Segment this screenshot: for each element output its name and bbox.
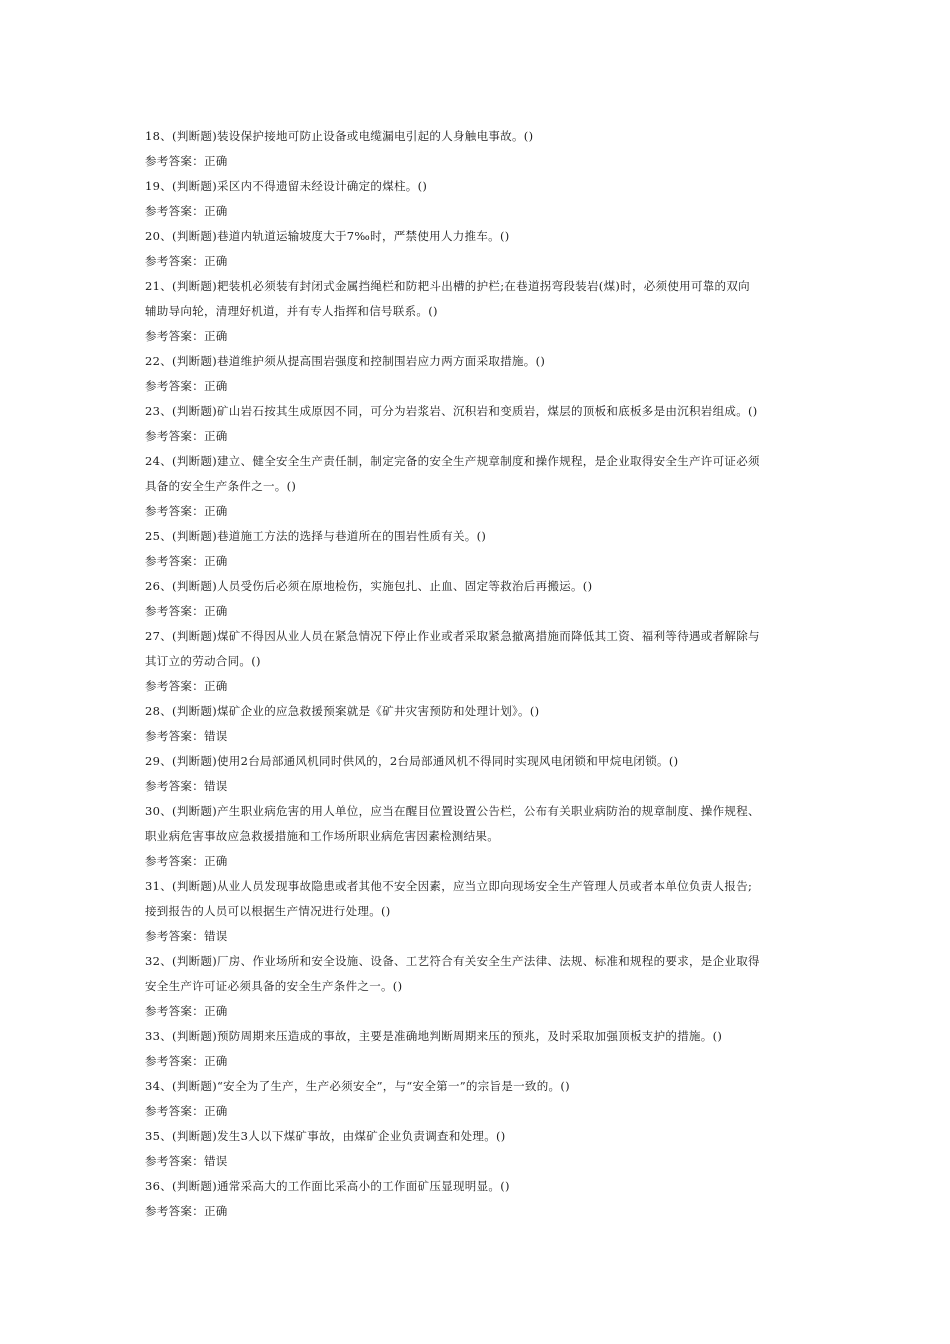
question-item bbox=[145, 124, 810, 174]
answer-line bbox=[145, 199, 810, 224]
question-text-line: 31、(判断题)从业人员发现事故隐患或者其他不安全因素，应当立即向现场安全生产管理人员或者本单位负责人报告; bbox=[145, 879, 753, 893]
question-list bbox=[145, 124, 810, 1224]
question-text-line: 其订立的劳动合同。() bbox=[145, 654, 261, 668]
answer-value: 正确 bbox=[204, 379, 228, 393]
answer-prefix: 参考答案： bbox=[145, 929, 204, 943]
question-item bbox=[145, 749, 810, 799]
answer-value: 正确 bbox=[204, 1004, 228, 1018]
question-item bbox=[145, 1124, 810, 1174]
question-item bbox=[145, 799, 810, 874]
question-text-line: 23、(判断题)矿山岩石按其生成原因不同，可分为岩浆岩、沉积岩和变质岩，煤层的顶板和底板多是由沉积岩组成。() bbox=[145, 404, 758, 418]
answer-line bbox=[145, 674, 810, 699]
answer-prefix: 参考答案： bbox=[145, 1004, 204, 1018]
answer-line bbox=[145, 924, 810, 949]
question-text-line: 30、(判断题)产生职业病危害的用人单位，应当在醒目位置设置公告栏，公布有关职业病防治的规章制度、操作规程、 bbox=[145, 804, 760, 818]
question-item bbox=[145, 874, 810, 949]
question-text-line: 33、(判断题)预防周期来压造成的事故，主要是准确地判断周期来压的预兆，及时采取加强顶板支护的措施。() bbox=[145, 1029, 723, 1043]
question-text-line: 22、(判断题)巷道维护须从提高围岩强度和控制围岩应力两方面采取措施。() bbox=[145, 354, 546, 368]
question-item bbox=[145, 449, 810, 524]
question-text-line: 接到报告的人员可以根据生产情况进行处理。() bbox=[145, 904, 391, 918]
answer-value: 正确 bbox=[204, 554, 228, 568]
question-text-line: 20、(判断题)巷道内轨道运输坡度大于7‰时，严禁使用人力推车。() bbox=[145, 229, 510, 243]
answer-line bbox=[145, 374, 810, 399]
question-item bbox=[145, 699, 810, 749]
question-item bbox=[145, 174, 810, 224]
question-text-line: 具备的安全生产条件之一。() bbox=[145, 479, 297, 493]
question-item bbox=[145, 1174, 810, 1224]
question-text-line: 安全生产许可证必须具备的安全生产条件之一。() bbox=[145, 979, 403, 993]
question-text-line: 18、(判断题)装设保护接地可防止设备或电缆漏电引起的人身触电事故。() bbox=[145, 129, 534, 143]
answer-prefix: 参考答案： bbox=[145, 329, 204, 343]
question-text-line: 35、(判断题)发生3人以下煤矿事故，由煤矿企业负责调查和处理。() bbox=[145, 1129, 506, 1143]
answer-prefix: 参考答案： bbox=[145, 1104, 204, 1118]
answer-value: 正确 bbox=[204, 429, 228, 443]
question-text-line: 职业病危害事故应急救援措施和工作场所职业病危害因素检测结果。 bbox=[145, 829, 499, 843]
answer-prefix: 参考答案： bbox=[145, 729, 204, 743]
question-item bbox=[145, 524, 810, 574]
answer-line bbox=[145, 149, 810, 174]
answer-value: 正确 bbox=[204, 1204, 228, 1218]
question-text-line: 19、(判断题)采区内不得遗留未经设计确定的煤柱。() bbox=[145, 179, 428, 193]
answer-prefix: 参考答案： bbox=[145, 1204, 204, 1218]
answer-value: 正确 bbox=[204, 254, 228, 268]
question-text-line: 27、(判断题)煤矿不得因从业人员在紧急情况下停止作业或者采取紧急撤离措施而降低其工资、福利等待遇或者解除与 bbox=[145, 629, 760, 643]
answer-line bbox=[145, 324, 810, 349]
answer-value: 正确 bbox=[204, 1054, 228, 1068]
question-text-line: 26、(判断题)人员受伤后必须在原地检伤，实施包扎、止血、固定等救治后再搬运。() bbox=[145, 579, 593, 593]
answer-line bbox=[145, 724, 810, 749]
answer-value: 正确 bbox=[204, 504, 228, 518]
question-text-line: 28、(判断题)煤矿企业的应急救援预案就是《矿井灾害预防和处理计划》。() bbox=[145, 704, 540, 718]
answer-value: 正确 bbox=[204, 154, 228, 168]
answer-line bbox=[145, 999, 810, 1024]
answer-value: 错误 bbox=[204, 729, 228, 743]
answer-line bbox=[145, 599, 810, 624]
question-text-line: 25、(判断题)巷道施工方法的选择与巷道所在的围岩性质有关。() bbox=[145, 529, 487, 543]
answer-prefix: 参考答案： bbox=[145, 854, 204, 868]
answer-value: 错误 bbox=[204, 779, 228, 793]
question-item bbox=[145, 574, 810, 624]
answer-prefix: 参考答案： bbox=[145, 154, 204, 168]
answer-value: 错误 bbox=[204, 1154, 228, 1168]
question-item bbox=[145, 224, 810, 274]
answer-value: 正确 bbox=[204, 1104, 228, 1118]
answer-value: 正确 bbox=[204, 204, 228, 218]
question-text-line: 21、(判断题)耙装机必须装有封闭式金属挡绳栏和防耙斗出槽的护栏;在巷道拐弯段装岩(煤)时，必须使用可靠的双向 bbox=[145, 279, 750, 293]
answer-prefix: 参考答案： bbox=[145, 254, 204, 268]
question-item bbox=[145, 1074, 810, 1124]
answer-line bbox=[145, 249, 810, 274]
question-text-line: 32、(判断题)厂房、作业场所和安全设施、设备、工艺符合有关安全生产法律、法规、标准和规程的要求，是企业取得 bbox=[145, 954, 760, 968]
question-text-line: 36、(判断题)通常采高大的工作面比采高小的工作面矿压显现明显。() bbox=[145, 1179, 510, 1193]
answer-value: 错误 bbox=[204, 929, 228, 943]
answer-value: 正确 bbox=[204, 854, 228, 868]
question-item bbox=[145, 1024, 810, 1074]
answer-value: 正确 bbox=[204, 329, 228, 343]
answer-line bbox=[145, 499, 810, 524]
answer-line bbox=[145, 424, 810, 449]
answer-prefix: 参考答案： bbox=[145, 1154, 204, 1168]
answer-prefix: 参考答案： bbox=[145, 779, 204, 793]
question-item bbox=[145, 949, 810, 1024]
answer-prefix: 参考答案： bbox=[145, 604, 204, 618]
answer-line bbox=[145, 1149, 810, 1174]
answer-prefix: 参考答案： bbox=[145, 429, 204, 443]
answer-value: 正确 bbox=[204, 604, 228, 618]
question-text-line: 29、(判断题)使用2台局部通风机同时供风的，2台局部通风机不得同时实现风电闭锁和甲烷电闭锁。() bbox=[145, 754, 679, 768]
answer-line bbox=[145, 1099, 810, 1124]
question-item bbox=[145, 399, 810, 449]
question-text-line: 辅助导向轮，清理好机道，并有专人指挥和信号联系。() bbox=[145, 304, 438, 318]
question-item bbox=[145, 349, 810, 399]
answer-line bbox=[145, 549, 810, 574]
answer-prefix: 参考答案： bbox=[145, 554, 204, 568]
answer-prefix: 参考答案： bbox=[145, 379, 204, 393]
question-text-line: 24、(判断题)建立、健全安全生产责任制，制定完备的安全生产规章制度和操作规程，是企业取得安全生产许可证必须 bbox=[145, 454, 760, 468]
question-item bbox=[145, 274, 810, 349]
answer-line bbox=[145, 774, 810, 799]
answer-line bbox=[145, 1049, 810, 1074]
answer-prefix: 参考答案： bbox=[145, 679, 204, 693]
answer-line bbox=[145, 849, 810, 874]
answer-value: 正确 bbox=[204, 679, 228, 693]
answer-prefix: 参考答案： bbox=[145, 204, 204, 218]
question-item bbox=[145, 624, 810, 699]
answer-line bbox=[145, 1199, 810, 1224]
answer-prefix: 参考答案： bbox=[145, 504, 204, 518]
answer-prefix: 参考答案： bbox=[145, 1054, 204, 1068]
question-text-line: 34、(判断题)“安全为了生产，生产必须安全”，与“安全第一”的宗旨是一致的。() bbox=[145, 1079, 570, 1093]
